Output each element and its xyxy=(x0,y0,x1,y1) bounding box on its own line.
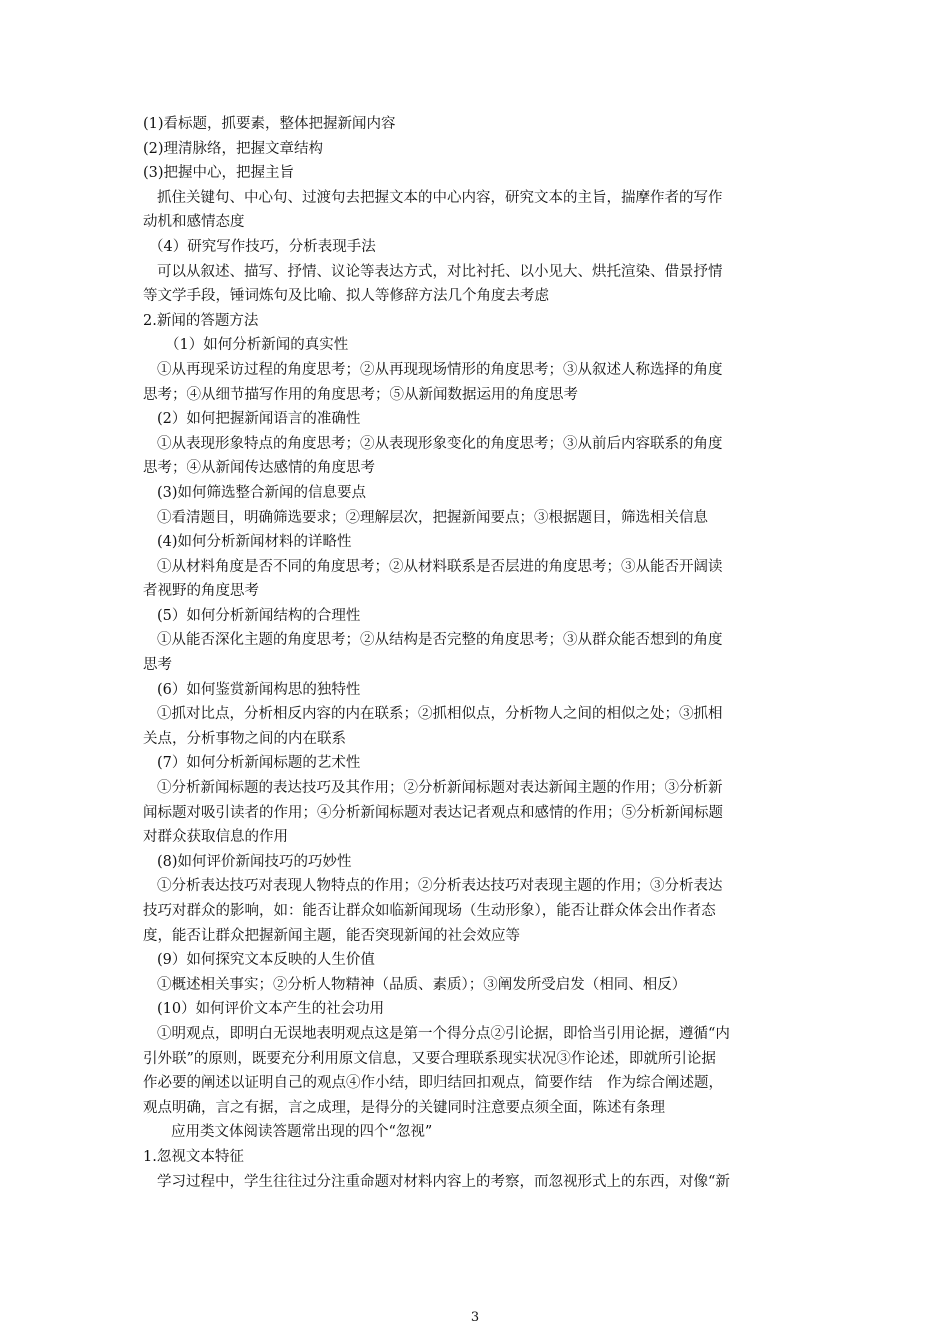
text-line: (7）如何分析新闻标题的艺术性 xyxy=(157,755,361,772)
text-line: (4)如何分析新闻材料的详略性 xyxy=(157,534,352,551)
text-line: ①分析表达技巧对表现人物特点的作用；②分析表达技巧对表现主题的作用；③分析表达 xyxy=(157,878,723,895)
text-line: (2）如何把握新闻语言的准确性 xyxy=(157,411,361,428)
text-line: (3)如何筛选整合新闻的信息要点 xyxy=(157,484,367,501)
text-line: (10）如何评价文本产生的社会功用 xyxy=(157,1001,385,1018)
text-line: ①从能否深化主题的角度思考；②从结构是否完整的角度思考；③从群众能否想到的角度 xyxy=(157,632,723,649)
text-line: 者视野的角度思考 xyxy=(143,583,259,600)
text-line: (6）如何鉴赏新闻构思的独特性 xyxy=(157,681,361,698)
text-line: 闻标题对吸引读者的作用；④分析新闻标题对表达记者观点和感情的作用；⑤分析新闻标题 xyxy=(143,804,723,821)
text-line: （4）研究写作技巧，分析表现手法 xyxy=(149,238,376,255)
text-line: (3)把握中心，把握主旨 xyxy=(143,165,295,182)
text-line: 抓住关键句、中心句、过渡句去把握文本的中心内容，研究文本的主旨，揣摩作者的写作 xyxy=(157,189,723,206)
text-line: ①分析新闻标题的表达技巧及其作用；②分析新闻标题对表达新闻主题的作用；③分析新 xyxy=(157,780,723,797)
text-line: ①明观点，即明白无误地表明观点这是第一个得分点②引论据，即恰当引用论据，遵循“内 xyxy=(157,1025,730,1042)
body-text xyxy=(143,112,815,1194)
page-number: 3 xyxy=(470,1310,480,1325)
text-line: 学习过程中，学生往往过分注重命题对材料内容上的考察，而忽视形式上的东西，对像“新 xyxy=(157,1173,730,1190)
text-line: 对群众获取信息的作用 xyxy=(143,829,288,846)
text-line: 引外联”的原则，既要充分利用原文信息，又要合理联系现实状况③作论述，即就所引论据 xyxy=(143,1050,716,1067)
text-line: 观点明确，言之有据，言之成理，是得分的关键同时注意要点须全面，陈述有条理 xyxy=(143,1099,665,1116)
text-line: ①抓对比点，分析相反内容的内在联系；②抓相似点，分析物人之间的相似之处；③抓相 xyxy=(157,706,723,723)
text-line: 度，能否让群众把握新闻主题，能否突现新闻的社会效应等 xyxy=(143,927,520,944)
text-line: 作必要的阐述以证明自己的观点④作小结，即归结回扣观点，简要作结 作为综合阐述题， xyxy=(143,1075,723,1092)
text-line: 等文学手段，锤词炼句及比喻、拟人等修辞方法几个角度去考虑 xyxy=(143,288,549,305)
section-heading: 1.忽视文本特征 xyxy=(143,1148,244,1165)
section-heading: 应用类文体阅读答题常出现的四个“忽视” xyxy=(171,1124,433,1141)
text-line: 可以从叙述、描写、抒情、议论等表达方式，对比衬托、以小见大、烘托渲染、借景抒情 xyxy=(157,263,723,280)
text-line: 思考 xyxy=(143,657,172,674)
text-line: 关点，分析事物之间的内在联系 xyxy=(143,730,346,747)
section-heading: 2.新闻的答题方法 xyxy=(143,312,259,329)
text-line: (8)如何评价新闻技巧的巧妙性 xyxy=(157,853,352,870)
text-line: （1）如何分析新闻的真实性 xyxy=(165,337,349,354)
text-line: ①从材料角度是否不同的角度思考；②从材料联系是否层进的角度思考；③从能否开阔读 xyxy=(157,558,723,575)
text-line: ①从表现形象特点的角度思考；②从表现形象变化的角度思考；③从前后内容联系的角度 xyxy=(157,435,723,452)
text-line: (9）如何探究文本反映的人生价值 xyxy=(157,952,375,969)
text-line: ①概述相关事实；②分析人物精神（品质、素质）；③阐发所受启发（相同、相反） xyxy=(157,976,687,993)
text-line: 动机和感情态度 xyxy=(143,214,245,231)
text-line: (5）如何分析新闻结构的合理性 xyxy=(157,607,361,624)
text-line: ①看清题目，明确筛选要求；②理解层次，把握新闻要点；③根据题目，筛选相关信息 xyxy=(157,509,708,526)
text-line: (2)理清脉络，把握文章结构 xyxy=(143,140,324,157)
text-line: ①从再现采访过程的角度思考；②从再现现场情形的角度思考；③从叙述人称选择的角度 xyxy=(157,361,723,378)
text-line: 思考；④从细节描写作用的角度思考；⑤从新闻数据运用的角度思考 xyxy=(143,386,578,403)
text-line: 技巧对群众的影响，如：能否让群众如临新闻现场（生动形象），能否让群众体会出作者态 xyxy=(143,903,716,919)
text-line: 思考；④从新闻传达感情的角度思考 xyxy=(143,460,375,477)
text-line: (1)看标题，抓要素，整体把握新闻内容 xyxy=(143,116,396,132)
